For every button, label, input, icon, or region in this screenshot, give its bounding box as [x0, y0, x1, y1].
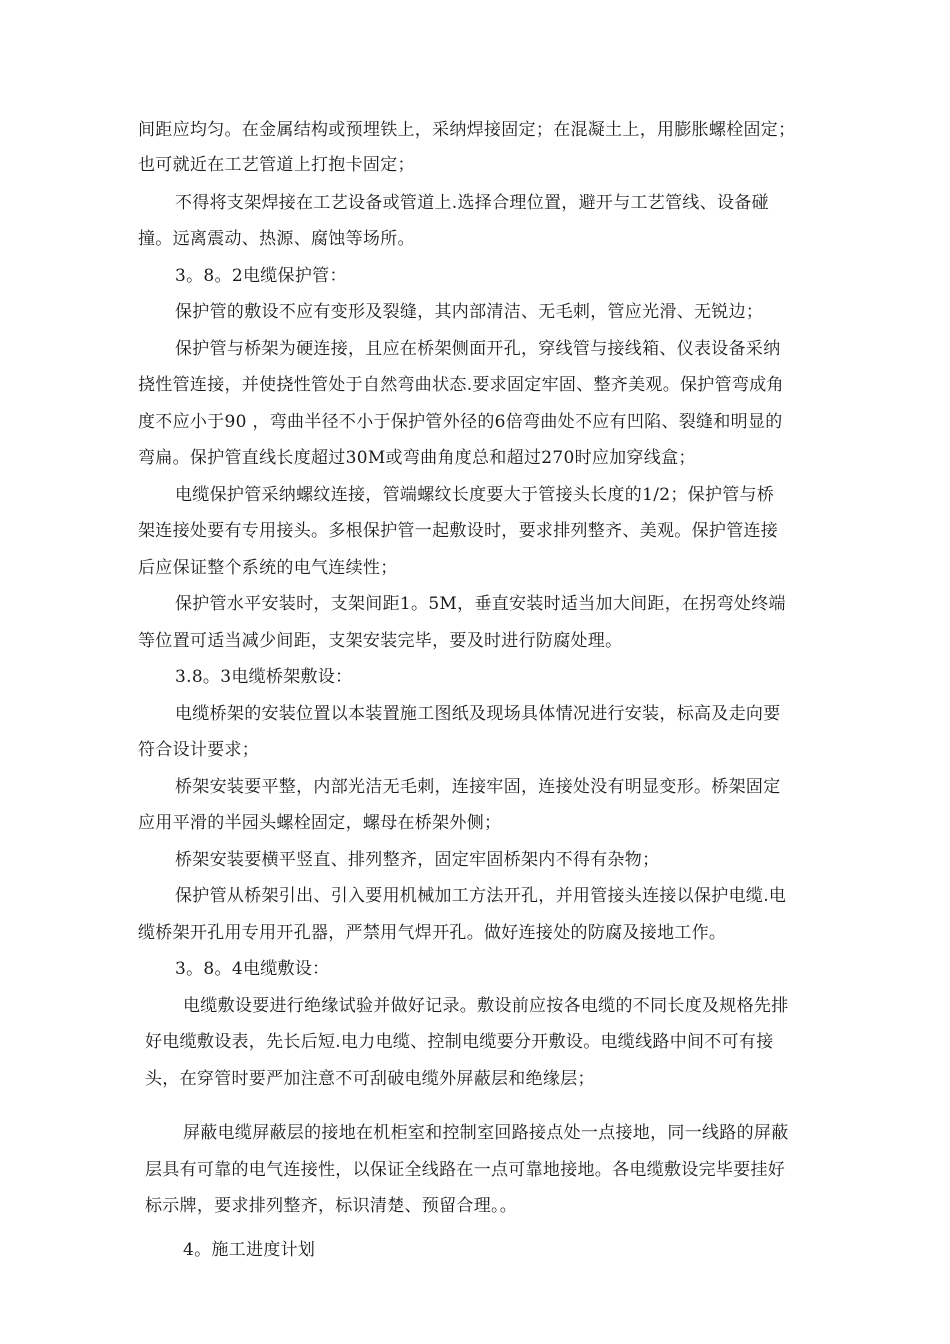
text-line: 桥架安装要平整，内部光洁无毛刺，连接牢固，连接处没有明显变形。桥架固定 — [175, 777, 781, 797]
text-line: 也可就近在工艺管道上打抱卡固定； — [138, 155, 415, 175]
text-line: 保护管的敷设不应有变形及裂缝，其内部清洁、无毛刺，管应光滑、无锐边； — [175, 302, 764, 322]
text-line: 层具有可靠的电气连接性，以保证全线路在一点可靠地接地。各电缆敷设完毕要挂好 — [145, 1160, 786, 1180]
text-line: 好电缆敷设表，先长后短.电力电缆、控制电缆要分开敷设。电缆线路中间不可有接 — [145, 1032, 774, 1052]
text-line: 撞。远离震动、热源、腐蚀等场所。 — [138, 229, 415, 249]
text-line: 度不应小于90 ，弯曲半径不小于保护管外径的6倍弯曲处不应有凹陷、裂缝和明显的 — [138, 412, 783, 432]
text-line: 保护管与桥架为硬连接，且应在桥架侧面开孔，穿线管与接线箱、仪表设备采纳 — [175, 339, 781, 359]
text-line: 间距应均匀。在金属结构或预埋铁上，采纳焊接固定；在混凝土上，用膨胀螺栓固定； — [138, 120, 796, 140]
text-line: 屏蔽电缆屏蔽层的接地在机柜室和控制室回路接点处一点接地，同一线路的屏蔽 — [183, 1123, 789, 1143]
text-line: 头，在穿管时要严加注意不可刮破电缆外屏蔽层和绝缘层； — [145, 1069, 595, 1089]
text-line: 等位置可适当减少间距，支架安装完毕，要及时进行防腐处理。 — [138, 631, 623, 651]
text-line: 弯扁。保护管直线长度超过30M或弯曲角度总和超过270时应加穿线盒； — [138, 448, 696, 468]
section-heading: 3.8。3电缆桥架敷设： — [175, 667, 353, 687]
text-line: 电缆敷设要进行绝缘试验并做好记录。敷设前应按各电缆的不同长度及规格先排 — [183, 996, 789, 1016]
text-line: 电缆保护管采纳螺纹连接，管端螺纹长度要大于管接头长度的1/2；保护管与桥 — [175, 485, 775, 505]
section-heading: 3。8。2电缆保护管： — [175, 266, 347, 286]
text-line: 电缆桥架的安装位置以本装置施工图纸及现场具体情况进行安装，标高及走向要 — [175, 704, 781, 724]
text-line: 应用平滑的半园头螺栓固定，螺母在桥架外侧； — [138, 813, 502, 833]
text-line: 符合设计要求； — [138, 740, 260, 760]
text-line: 后应保证整个系统的电气连续性； — [138, 558, 398, 578]
text-line: 保护管水平安装时，支架间距1。5M，垂直安装时适当加大间距，在拐弯处终端 — [175, 594, 786, 614]
section-heading: 3。8。4电缆敷设： — [175, 959, 330, 979]
text-line: 缆桥架开孔用专用开孔器，严禁用气焊开孔。做好连接处的防腐及接地工作。 — [138, 923, 727, 943]
text-line: 挠性管连接，并使挠性管处于自然弯曲状态.要求固定牢固、整齐美观。保护管弯成角 — [138, 375, 784, 395]
text-line: 保护管从桥架引出、引入要用机械加工方法开孔，并用管接头连接以保护电缆.电 — [175, 886, 787, 906]
text-line: 架连接处要有专用接头。多根保护管一起敷设时，要求排列整齐、美观。保护管连接 — [138, 521, 779, 541]
text-line: 不得将支架焊接在工艺设备或管道上.选择合理位置，避开与工艺管线、设备碰 — [175, 193, 769, 213]
text-line: 桥架安装要横平竖直、排列整齐，固定牢固桥架内不得有杂物； — [175, 850, 660, 870]
text-line: 标示牌，要求排列整齐，标识清楚、预留合理。。 — [145, 1196, 518, 1216]
section-heading: 4。施工进度计划 — [183, 1240, 316, 1260]
